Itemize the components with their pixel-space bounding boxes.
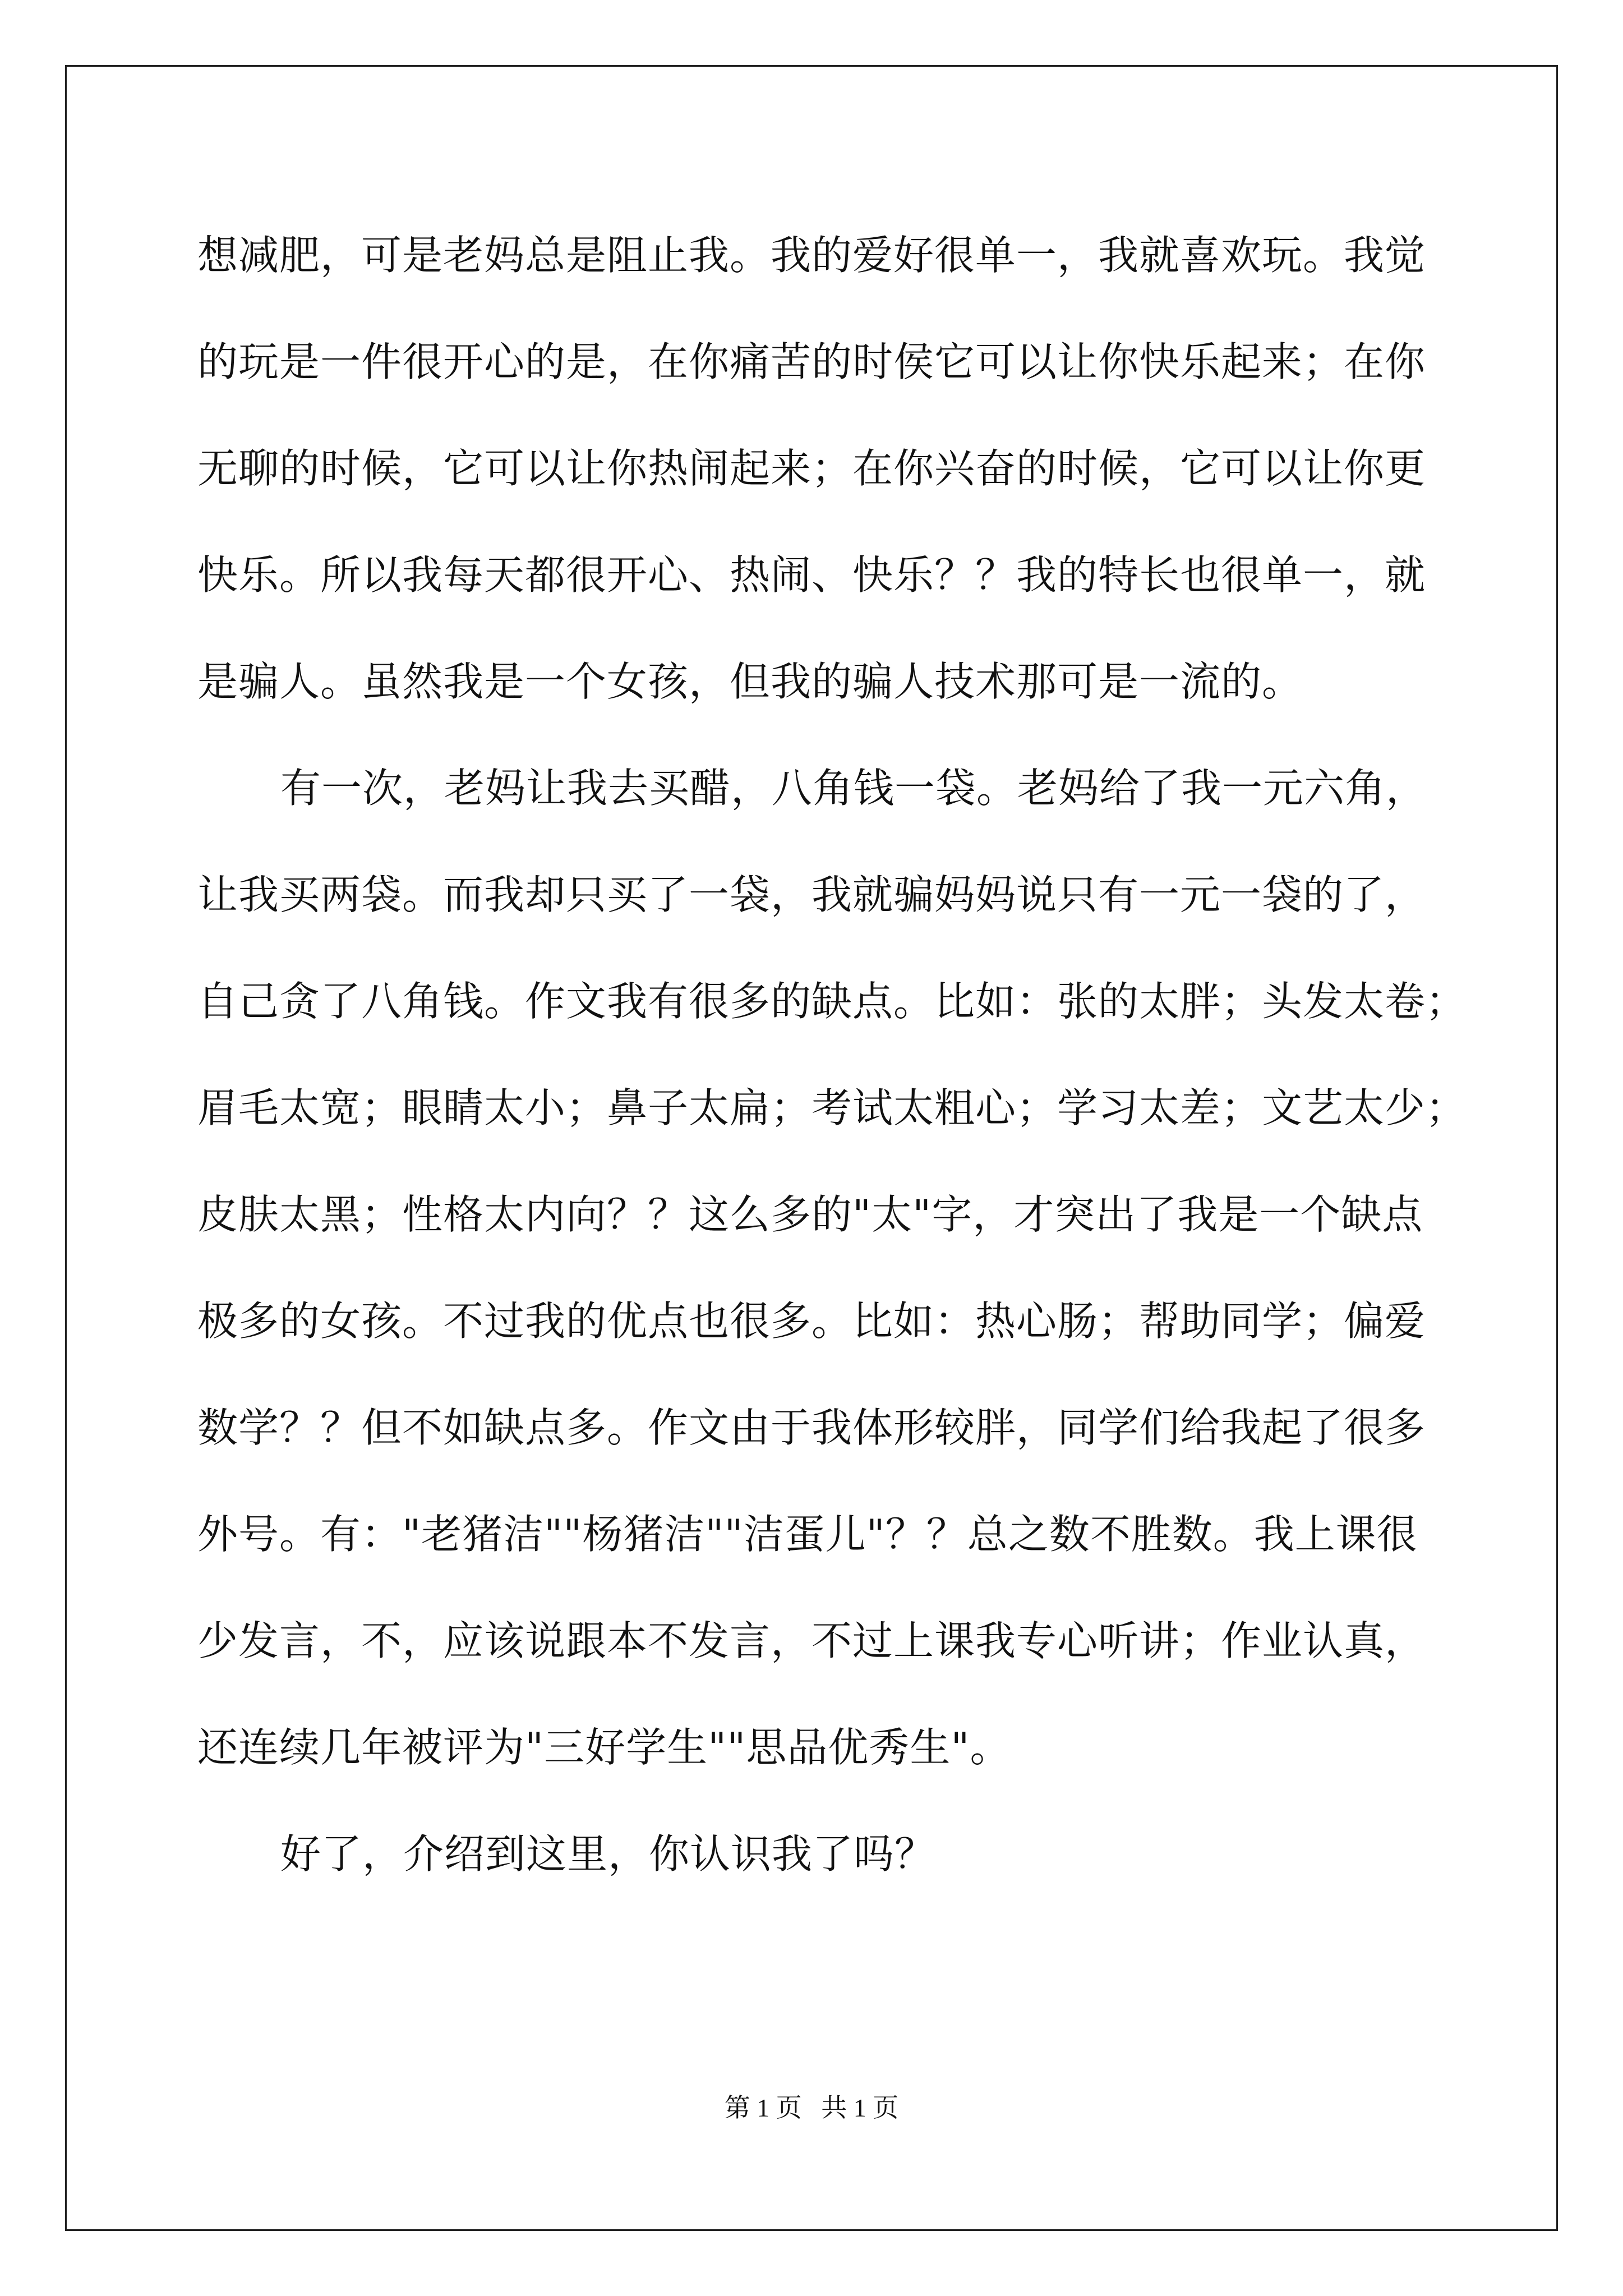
paragraph-2-line-1: 有一次，老妈让我去买醋，八角钱一袋。老妈给了我一元六角， <box>280 765 1427 812</box>
paragraph-2-line-10: 还连续几年被评为"三好学生""思品优秀生"。 <box>197 1724 1011 1771</box>
paragraph-1-line-5: 是骗人。虽然我是一个女孩，但我的骗人技术那可是一流的。 <box>197 658 1303 705</box>
paragraph-1-line-3: 无聊的时候，它可以让你热闹起来；在你兴奋的时候，它可以让你更 <box>197 445 1426 492</box>
paragraph-2-line-2: 让我买两袋。而我却只买了一袋，我就骗妈妈说只有一元一袋的了， <box>197 871 1426 918</box>
paragraph-2-line-6: 极多的女孩。不过我的优点也很多。比如：热心肠；帮助同学；偏爱 <box>197 1297 1426 1345</box>
paragraph-2-line-4: 眉毛太宽；眼睛太小；鼻子太扁；考试太粗心；学习太差；文艺太少； <box>197 1084 1467 1131</box>
paragraph-2-line-5: 皮肤太黑；性格太内向？？这么多的"太"字，才突出了我是一个缺点 <box>197 1191 1423 1238</box>
paragraph-1-line-2: 的玩是一件很开心的是，在你痛苦的时侯它可以让你快乐起来；在你 <box>197 338 1426 385</box>
paragraph-3-line-1: 好了，介绍到这里，你认识我了吗？ <box>280 1830 936 1878</box>
paragraph-2-line-7: 数学？？但不如缺点多。作文由于我体形较胖，同学们给我起了很多 <box>197 1404 1426 1451</box>
page-number-footer: 第 1 页 共 1 页 <box>724 2093 899 2122</box>
paragraph-2-line-9: 少发言，不，应该说跟本不发言，不过上课我专心听讲；作业认真， <box>197 1617 1426 1664</box>
paragraph-2-line-3: 自己贪了八角钱。作文我有很多的缺点。比如：张的太胖；头发太卷； <box>197 978 1467 1025</box>
paragraph-1-line-4: 快乐。所以我每天都很开心、热闹、快乐？？我的特长也很单一，就 <box>197 551 1426 599</box>
paragraph-1-line-1: 想减肥，可是老妈总是阻止我。我的爱好很单一，我就喜欢玩。我觉 <box>197 232 1426 279</box>
paragraph-2-line-8: 外号。有："老猪洁""杨猪洁""洁蛋儿"？？总之数不胜数。我上课很 <box>197 1511 1418 1558</box>
document-body <box>197 202 1467 1907</box>
